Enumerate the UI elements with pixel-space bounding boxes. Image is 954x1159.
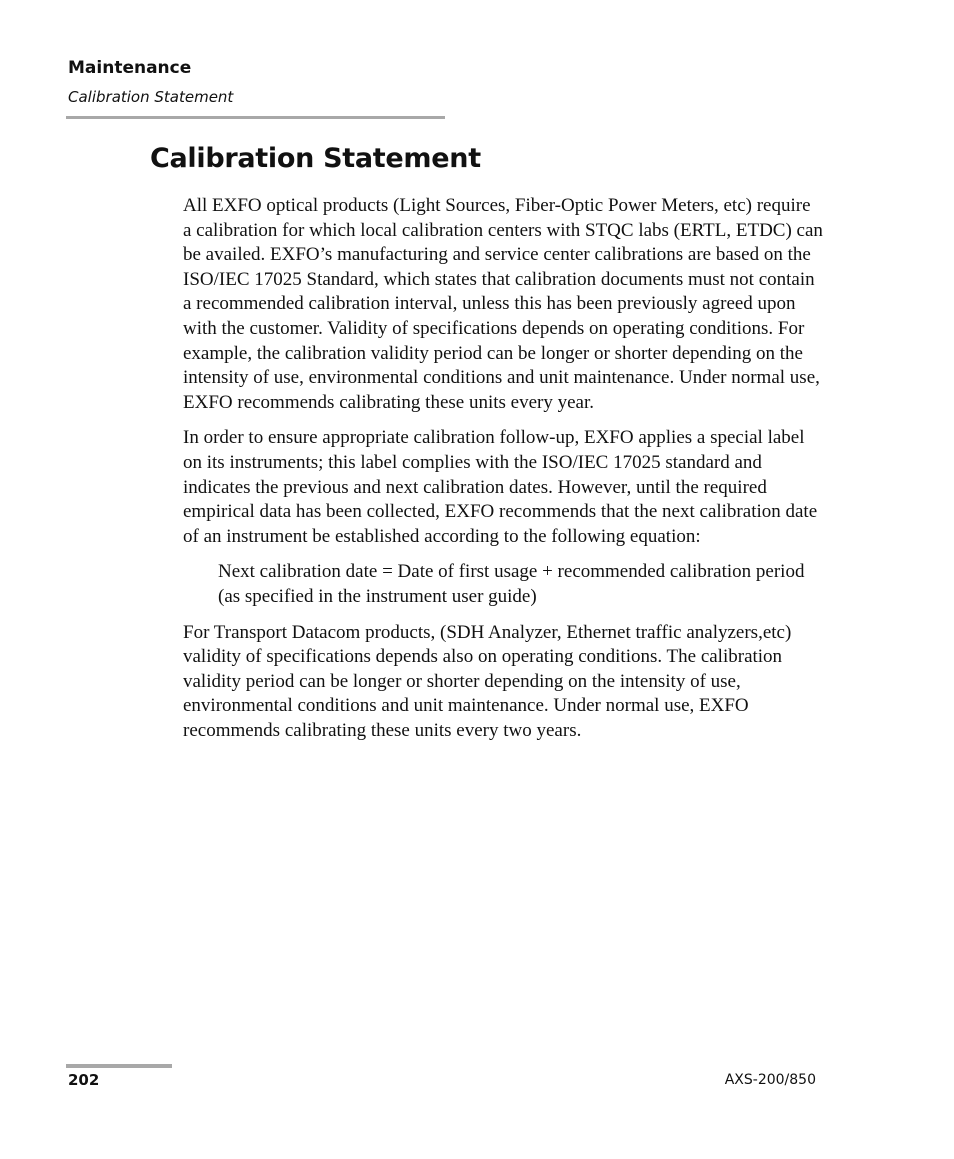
page-title: Calibration Statement — [150, 143, 481, 174]
header-divider — [66, 116, 445, 119]
calibration-equation: Next calibration date = Date of first usage + recommended calibration period (as specified in the instrument user guide) — [218, 561, 805, 607]
paragraph-calibration-label: In order to ensure appropriate calibration follow-up, EXFO applies a special label on its instruments; this label complies with the ISO/IEC 17025 standard and indicates the previous and next calibration dates. However, until the required empirical data has been collected, EXFO recommends that the next calibration date of an instrument be established according to the following equation: — [183, 427, 818, 547]
running-header-chapter: Maintenance — [68, 58, 192, 78]
footer-divider — [66, 1064, 172, 1068]
paragraph-transport-datacom: For Transport Datacom products, (SDH Analyzer, Ethernet traffic analyzers,etc) validity of specifications depends also on operating conditions. The calibration validity period can be longer or shorter depending on the intensity of use, environmental conditions and unit maintenance. Under normal use, EXFO recommends calibrating these units every two years. — [183, 621, 792, 741]
product-name: AXS-200/850 — [724, 1072, 816, 1088]
page-number: 202 — [68, 1071, 100, 1089]
body-content — [183, 194, 823, 754]
running-header-section: Calibration Statement — [68, 88, 234, 106]
paragraph-calibration-requirements: All EXFO optical products (Light Sources, Fiber-Optic Power Meters, etc) require a calibration for which local calibration centers with STQC labs (ERTL, ETDC) can be availed. EXFO’s manufacturing and service center calibrations are based on the ISO/IEC 17025 Standard, which states that calibration documents must not contain a recommended calibration interval, unless this has been previously agreed upon with the customer. Validity of specifications depends on operating conditions. For example, the calibration validity period can be longer or shorter depending on the intensity of use, environmental conditions and unit maintenance. Under normal use, EXFO recommends calibrating these units every year. — [183, 195, 823, 413]
